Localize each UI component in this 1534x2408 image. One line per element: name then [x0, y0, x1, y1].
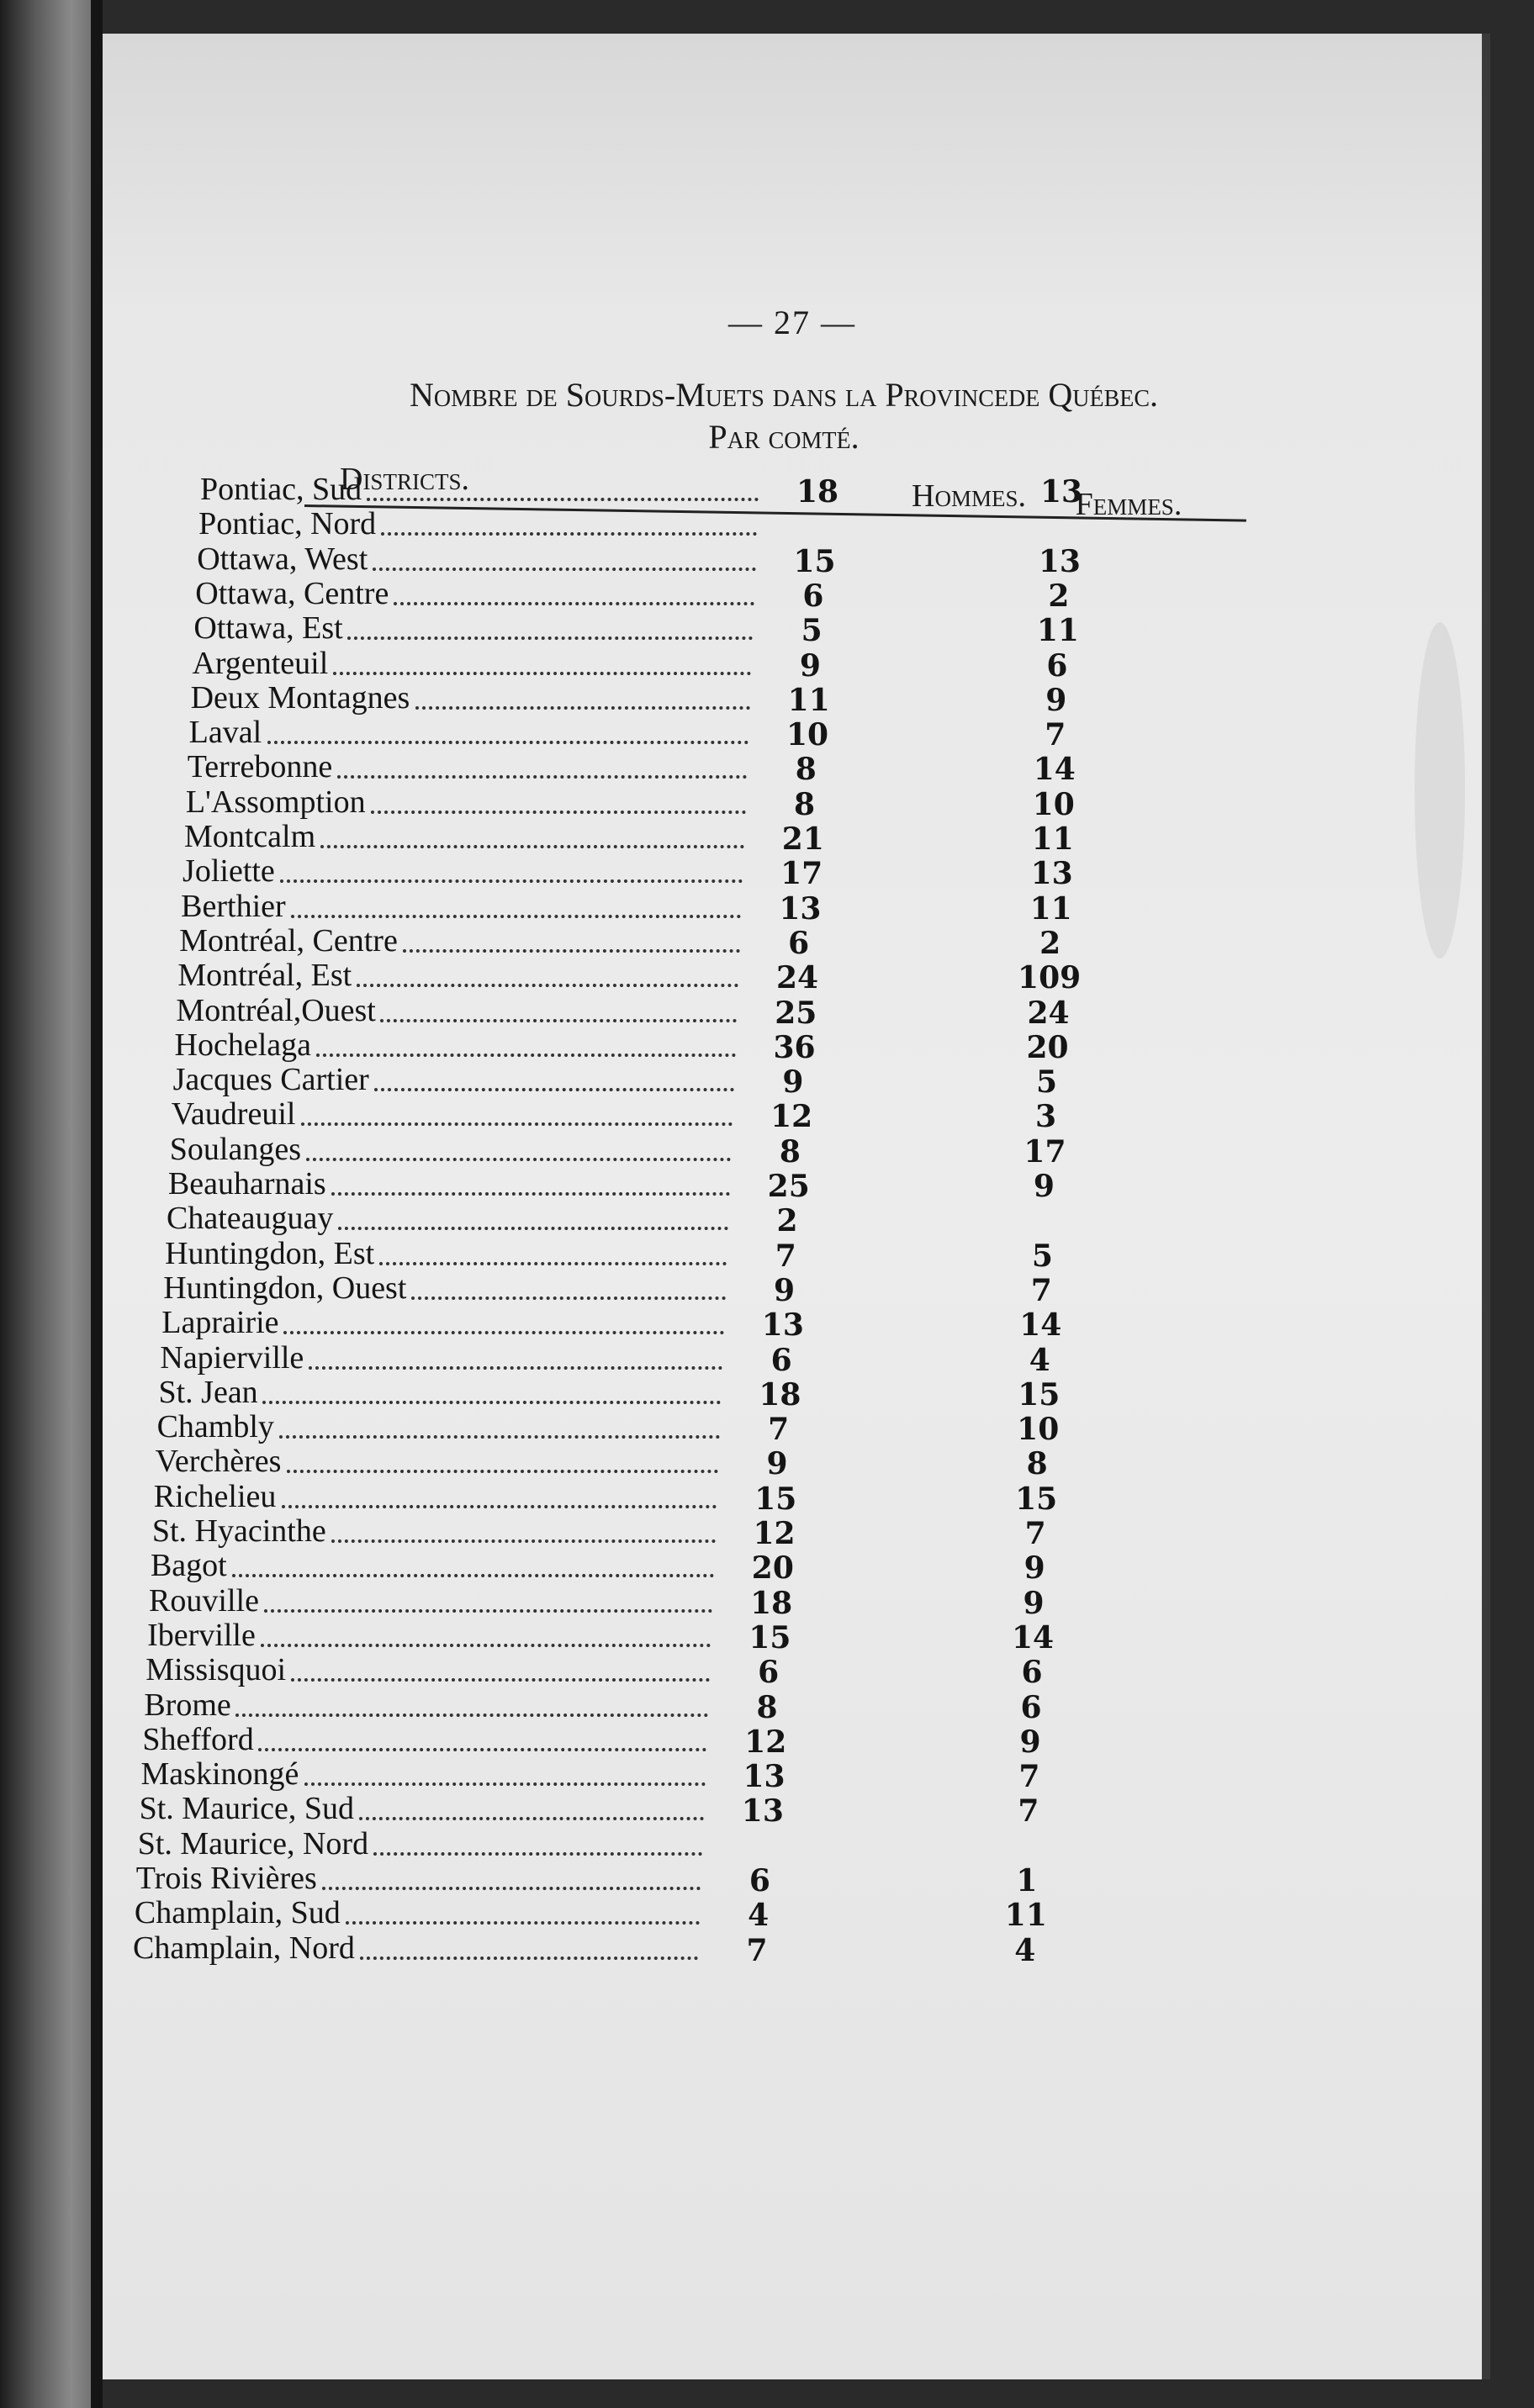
district-name: Soulanges [169, 1131, 302, 1167]
dot-leader [262, 1367, 721, 1404]
hommes-count: 15 [793, 543, 836, 579]
femmes-count: 10 [1032, 786, 1075, 822]
hommes-count: 8 [794, 786, 816, 822]
dot-leader [331, 1159, 730, 1196]
column-header-hommes: Hommes. [912, 478, 1026, 514]
table-row [103, 1096, 1364, 1135]
district-name: Richelieu [153, 1478, 277, 1514]
table-row [103, 1200, 1364, 1239]
dot-leader [381, 499, 757, 536]
femmes-count: 8 [1026, 1446, 1048, 1482]
district-name: Pontiac, Sud [200, 472, 362, 507]
district-name: Trois Rivières [135, 1861, 317, 1896]
hommes-count: 6 [788, 925, 810, 961]
femmes-count: 17 [1024, 1133, 1066, 1170]
district-name: Montréal,Ouest [176, 992, 376, 1028]
femmes-count: 15 [1015, 1481, 1058, 1517]
dot-leader [411, 1263, 726, 1300]
femmes-count: 14 [1019, 1307, 1062, 1344]
table-row [103, 1165, 1364, 1204]
hommes-count: 12 [744, 1724, 787, 1760]
femmes-count: 5 [1031, 1238, 1053, 1274]
hommes-count: 36 [773, 1029, 816, 1065]
district-name: Terrebonne [187, 749, 333, 785]
hommes-count: 12 [770, 1099, 813, 1135]
dot-leader [320, 811, 744, 848]
dot-leader [359, 1783, 704, 1820]
femmes-count: 14 [1033, 752, 1076, 788]
femmes-count: 20 [1026, 1029, 1069, 1065]
femmes-count: 11 [1004, 1898, 1047, 1934]
femmes-count: 9 [1045, 682, 1067, 718]
dot-leader [394, 568, 754, 605]
district-name: Missisquoi [145, 1652, 287, 1688]
hommes-count: 13 [761, 1307, 804, 1344]
hommes-count: 9 [774, 1272, 796, 1308]
table-row [103, 1930, 1364, 1968]
book-spine [91, 0, 103, 2408]
district-name: Brome [144, 1687, 231, 1723]
district-name: Ottawa, Centre [195, 575, 389, 611]
femmes-count: 10 [1017, 1412, 1060, 1448]
district-name: Ottawa, West [197, 541, 368, 577]
table-row [103, 1860, 1364, 1898]
table-row [103, 1825, 1364, 1859]
dot-leader [304, 1749, 706, 1786]
district-name: Rouville [149, 1582, 259, 1619]
femmes-count: 15 [1018, 1376, 1061, 1413]
dot-leader [337, 742, 747, 779]
dot-leader [316, 1020, 736, 1057]
hommes-count: 8 [795, 752, 817, 788]
femmes-count: 11 [1036, 613, 1079, 649]
district-name: Montcalm [183, 819, 316, 854]
femmes-count: 4 [1014, 1932, 1036, 1968]
hommes-count: 7 [775, 1238, 796, 1274]
district-table [103, 34, 1482, 2379]
district-name: Ottawa, Est [193, 610, 343, 647]
dot-leader [232, 1540, 714, 1577]
dot-leader [280, 846, 743, 883]
table-row [103, 1131, 1364, 1170]
district-name: L'Assomption [185, 784, 366, 820]
femmes-count: 24 [1027, 995, 1070, 1031]
hommes-count: 21 [781, 821, 824, 857]
dot-leader [261, 1610, 711, 1647]
dot-leader [379, 1228, 727, 1265]
facing-page-edge [0, 0, 101, 2408]
hommes-count: 13 [779, 890, 822, 927]
dot-leader [264, 1576, 712, 1613]
hommes-count: 25 [767, 1169, 810, 1204]
table-row [103, 1721, 1364, 1760]
table-title-line2: Par comté. [708, 418, 860, 456]
district-name: St. Hyacinthe [151, 1513, 326, 1549]
district-name: Laprairie [161, 1305, 279, 1341]
dot-leader [235, 1680, 708, 1717]
district-name: Pontiac, Nord [198, 506, 377, 542]
dot-leader [258, 1714, 706, 1751]
dot-leader [322, 1853, 701, 1890]
femmes-count: 9 [1024, 1550, 1045, 1587]
dot-leader [309, 1333, 722, 1370]
hommes-count: 9 [766, 1446, 788, 1482]
page-number: — 27 — [728, 304, 856, 341]
district-name: Champlain, Sud [134, 1895, 341, 1931]
district-name: Beauharnais [167, 1166, 326, 1201]
femmes-count: 14 [1011, 1619, 1055, 1656]
hommes-count: 9 [782, 1064, 804, 1101]
district-name: St. Maurice, Nord [137, 1825, 369, 1861]
hommes-count: 20 [751, 1550, 794, 1587]
hommes-count: 8 [756, 1689, 778, 1725]
district-name: Huntingdon, Est [165, 1235, 375, 1271]
table-row [103, 1756, 1364, 1795]
dot-leader [380, 985, 737, 1022]
district-name: Maskinongé [140, 1756, 299, 1793]
district-name: Joliette [182, 853, 275, 890]
femmes-count: 4 [1029, 1342, 1050, 1378]
table-row [103, 1304, 1364, 1344]
hommes-count: 8 [779, 1133, 801, 1170]
dot-leader [331, 1506, 716, 1543]
femmes-count: 9 [1033, 1169, 1055, 1204]
hommes-count: 11 [787, 682, 830, 718]
dot-leader [267, 707, 748, 744]
hommes-count: 7 [768, 1412, 790, 1448]
hommes-count: 15 [754, 1481, 797, 1517]
hommes-count: 4 [748, 1898, 770, 1934]
femmes-count: 7 [1018, 1759, 1040, 1795]
femmes-count: 2 [1039, 925, 1061, 961]
district-name: Huntingdon, Ouest [163, 1270, 407, 1306]
femmes-count: 6 [1020, 1689, 1042, 1725]
femmes-count: 13 [1039, 474, 1083, 510]
hommes-count: 6 [770, 1342, 792, 1378]
femmes-count: 7 [1030, 1272, 1052, 1308]
femmes-count: 2 [1048, 578, 1070, 614]
hommes-count: 18 [750, 1585, 793, 1621]
hommes-count: 24 [775, 960, 819, 996]
femmes-count: 5 [1035, 1064, 1058, 1101]
column-header-districts: Districts. [340, 462, 469, 497]
district-name: Iberville [147, 1617, 256, 1653]
table-row [103, 1235, 1364, 1274]
hommes-count: 25 [775, 995, 817, 1031]
hommes-count: 7 [746, 1932, 768, 1968]
dot-leader [357, 950, 738, 987]
hommes-count: 18 [759, 1376, 801, 1413]
femmes-count: 6 [1021, 1655, 1043, 1691]
dot-leader [282, 1471, 717, 1508]
district-name: Montréal, Centre [179, 922, 398, 958]
femmes-count: 7 [1024, 1516, 1046, 1551]
femmes-count: 6 [1046, 647, 1068, 684]
dot-leader [291, 1645, 710, 1682]
district-name: Deux Montagnes [190, 679, 410, 716]
district-name: Laval [188, 715, 262, 751]
column-header-femmes: Femmes. [1075, 487, 1182, 522]
hommes-count: 12 [753, 1516, 796, 1551]
dot-leader [279, 1402, 720, 1439]
dot-leader [333, 638, 751, 675]
dot-leader [367, 464, 759, 501]
dot-leader [415, 673, 750, 710]
femmes-count: 9 [1019, 1724, 1041, 1760]
dot-leader [338, 1193, 728, 1230]
femmes-count: 7 [1018, 1793, 1039, 1830]
dot-leader [306, 1124, 731, 1161]
district-name: Jacques Cartier [172, 1062, 369, 1098]
hommes-count: 6 [748, 1863, 770, 1898]
hommes-count: 2 [776, 1203, 798, 1239]
femmes-count: 11 [1029, 890, 1072, 927]
district-name: Bagot [150, 1548, 227, 1584]
district-name: Shefford [142, 1721, 254, 1757]
district-name: Argenteuil [192, 645, 329, 681]
dot-leader [291, 881, 741, 918]
femmes-count: 13 [1030, 856, 1073, 892]
femmes-count: 9 [1023, 1585, 1045, 1621]
dot-leader [283, 1297, 724, 1334]
hommes-count: 18 [796, 474, 839, 510]
femmes-count: 7 [1045, 717, 1066, 753]
table-title-line1: Nombre de Sourds-Muets dans la Provincede Québec. [409, 376, 1159, 414]
table-row [103, 1894, 1364, 1934]
femmes-count: 13 [1038, 543, 1081, 579]
dot-leader [374, 1054, 734, 1091]
district-name: Napierville [160, 1339, 304, 1376]
dot-leader [360, 1923, 698, 1960]
dot-leader [346, 1888, 700, 1925]
hommes-count: 6 [802, 578, 824, 614]
hommes-count: 13 [741, 1793, 784, 1830]
femmes-count: 1 [1016, 1863, 1038, 1898]
dot-leader [287, 1436, 718, 1473]
hommes-count: 5 [801, 613, 823, 649]
hommes-count: 15 [748, 1619, 791, 1656]
table-row [103, 1790, 1364, 1830]
hommes-count: 9 [799, 647, 821, 684]
femmes-count: 3 [1034, 1099, 1057, 1135]
hommes-count: 6 [758, 1655, 780, 1691]
dot-leader [403, 916, 740, 953]
district-name: Chambly [156, 1409, 274, 1445]
hommes-count: 10 [786, 717, 829, 753]
district-name: Vaudreuil [171, 1096, 296, 1133]
district-name: Montréal, Est [177, 958, 352, 994]
district-name: Champlain, Nord [133, 1930, 355, 1966]
district-name: Berthier [181, 888, 286, 924]
district-name: St. Maurice, Sud [139, 1791, 355, 1827]
table-row [103, 1478, 1364, 1517]
dot-leader [371, 777, 746, 814]
dot-leader [301, 1089, 733, 1126]
district-name: Chateauguay [167, 1201, 334, 1237]
document-page [103, 34, 1490, 2379]
dot-leader [373, 534, 756, 571]
district-name: Verchères [155, 1444, 282, 1480]
district-name: Hochelaga [174, 1027, 311, 1063]
dot-leader [347, 603, 753, 640]
district-name: St. Jean [158, 1374, 258, 1410]
femmes-count: 11 [1031, 821, 1074, 857]
femmes-count: 109 [1018, 960, 1082, 996]
table-row [103, 1061, 1364, 1101]
dot-leader [373, 1819, 702, 1856]
hommes-count: 17 [780, 856, 823, 892]
hommes-count: 13 [743, 1759, 786, 1795]
